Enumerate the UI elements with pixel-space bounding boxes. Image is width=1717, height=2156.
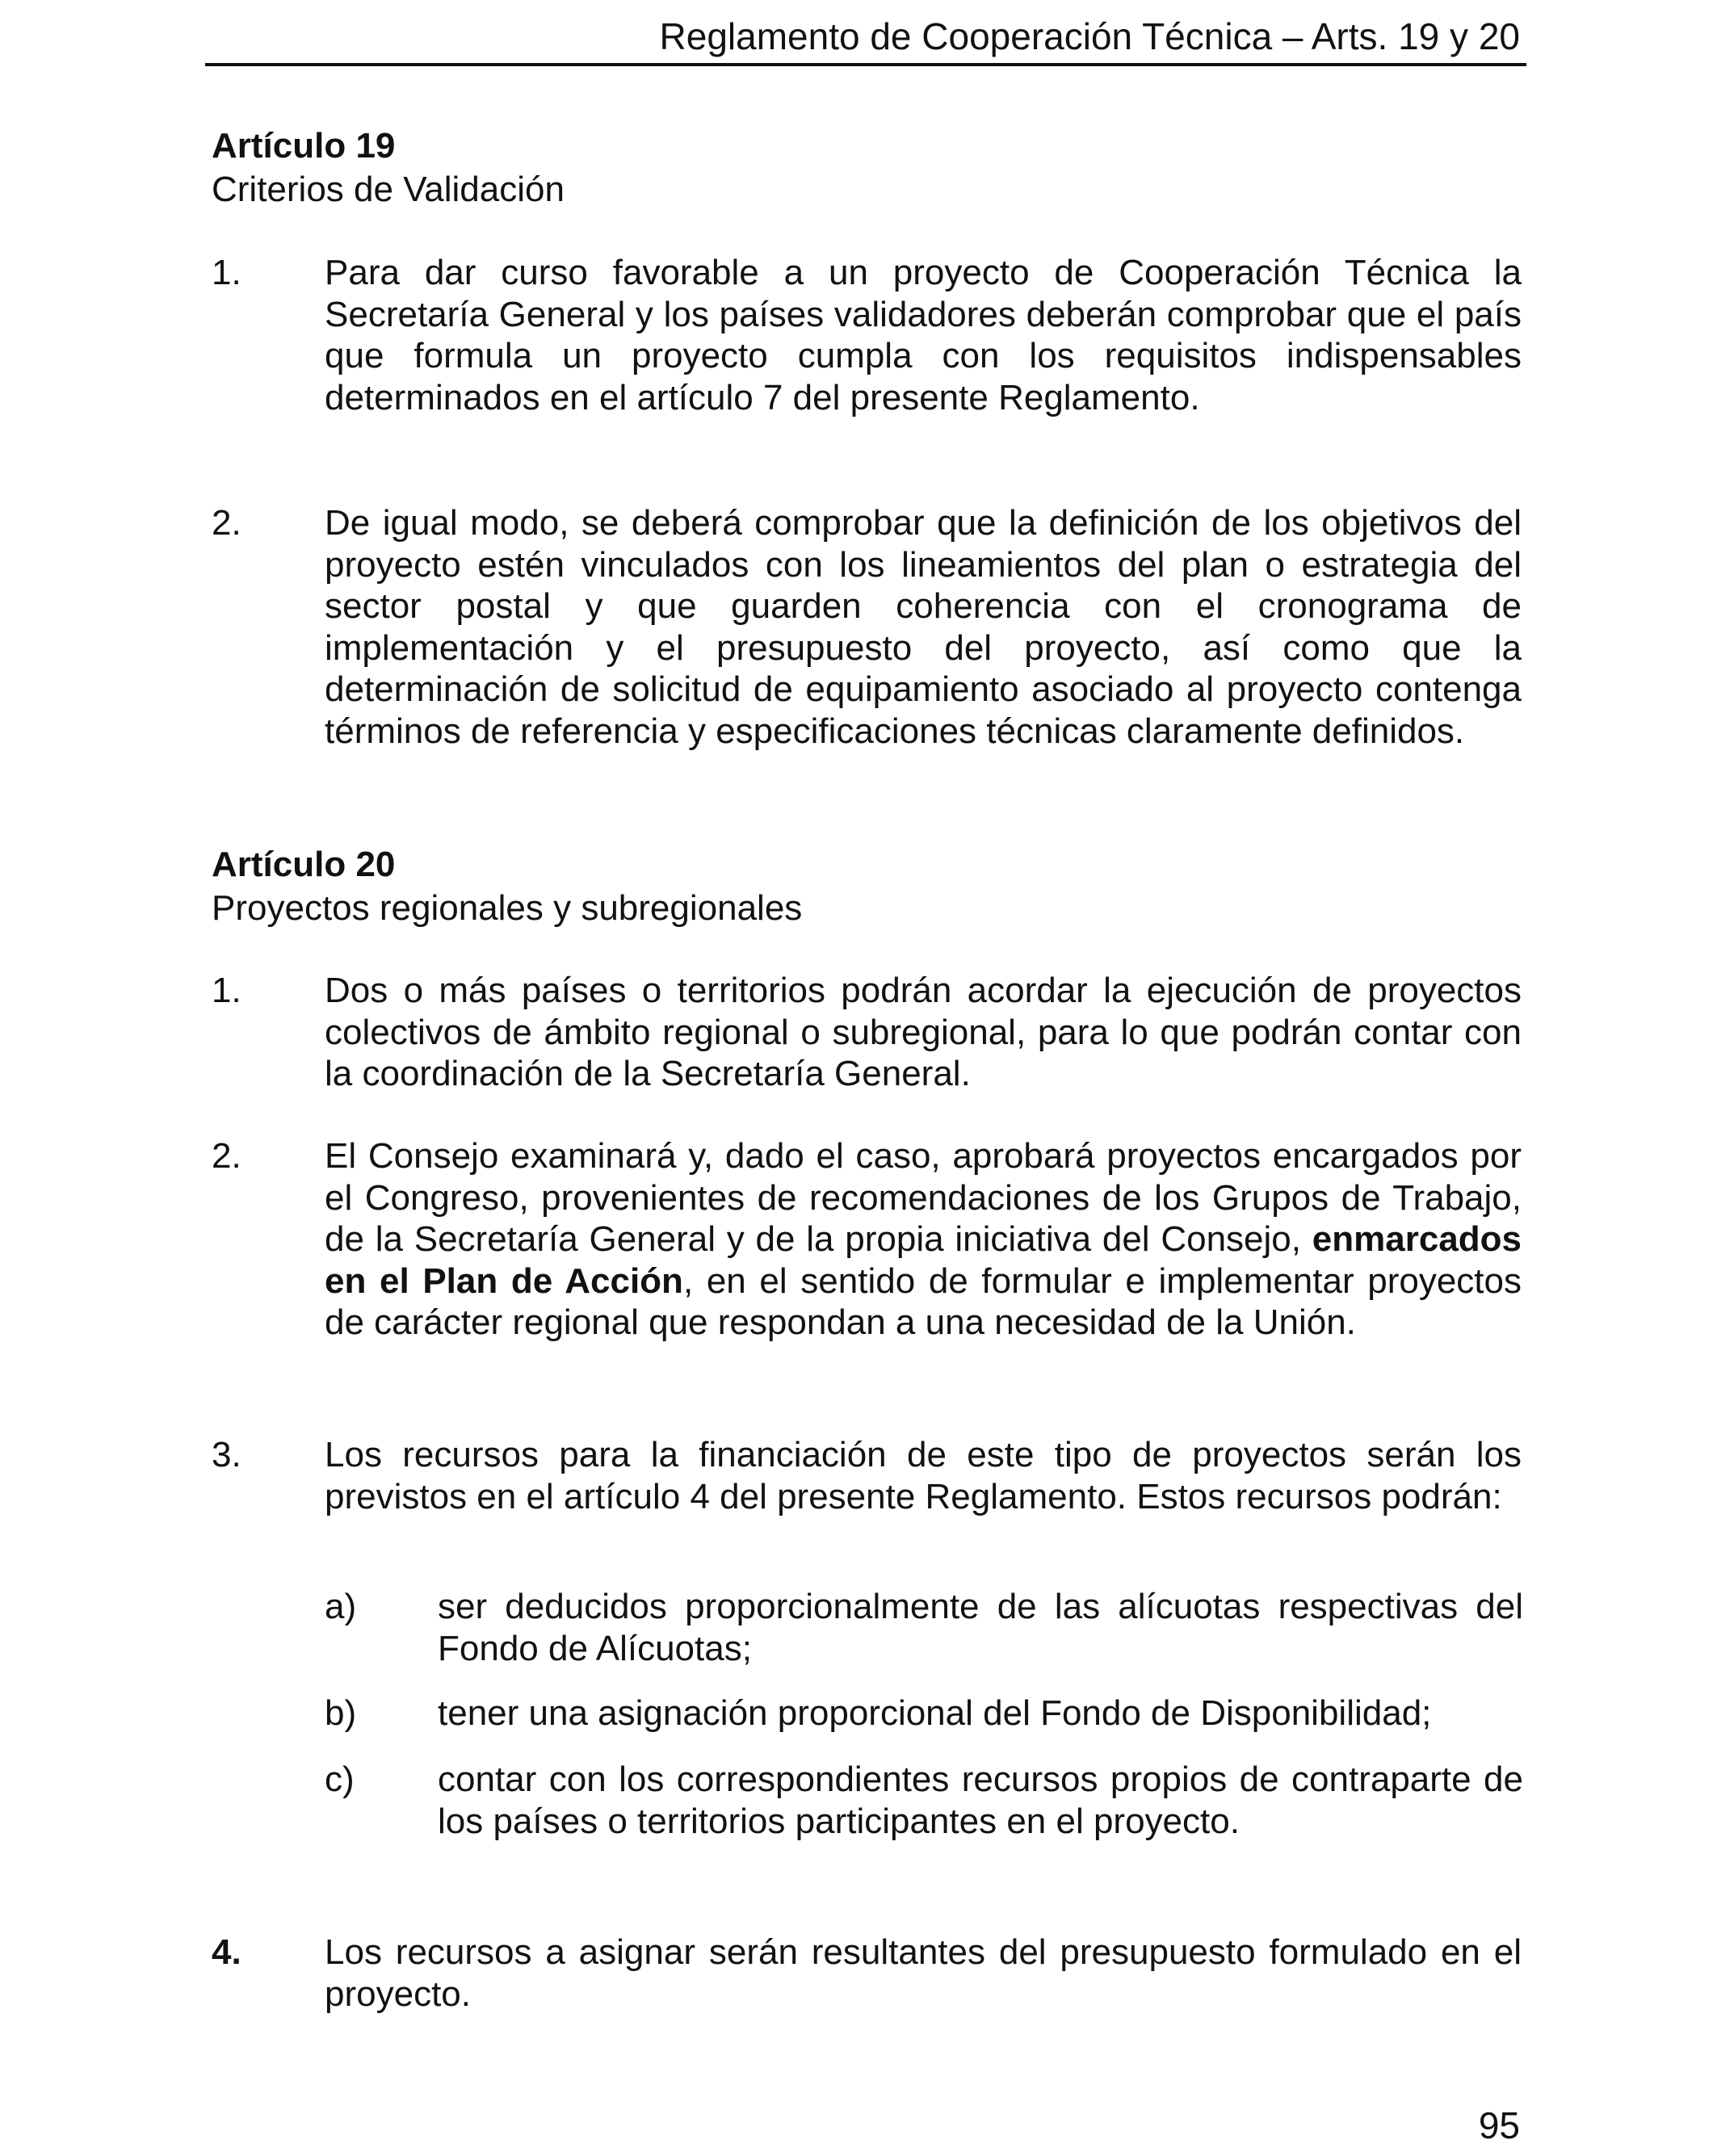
running-header: Reglamento de Cooperación Técnica – Arts. 19 y 20 bbox=[659, 15, 1520, 57]
article-19-subtitle: Criterios de Validación bbox=[212, 170, 565, 209]
item-text-part: El Consejo examinará y, dado el caso, aprobará proyectos encargados por el Congreso, provenientes de recomendaciones de los Grupos de Trabajo, de la Secretaría General y de la propia iniciativa del Consejo, bbox=[325, 1136, 1522, 1259]
article-19-heading bbox=[212, 124, 565, 212]
page-number: 95 bbox=[1478, 2104, 1520, 2146]
item-number: 4. bbox=[212, 1932, 241, 1972]
subitem-letter: c) bbox=[325, 1760, 355, 1799]
article-20-heading bbox=[212, 843, 802, 930]
subitem-letter: a) bbox=[325, 1587, 357, 1626]
item-text-bold: enmarcados en el Plan de Acción bbox=[325, 1219, 1522, 1301]
item-text bbox=[325, 1135, 1522, 1344]
article-20-subtitle: Proyectos regionales y subregionales bbox=[212, 888, 803, 928]
item-number: 1. bbox=[212, 253, 241, 292]
item-text: De igual modo, se deberá comprobar que la definición de los objetivos del proyecto estén vinculados con los lineamientos del plan o estrategia del sector postal y que guarden coherencia con el cronograma de implementación y el presupuesto del proyecto, así como que la determinación de solicitud de equipamiento asociado al proyecto contenga términos de referencia y especificaciones técnicas claramente definidos. bbox=[325, 503, 1522, 751]
subitem-text: tener una asignación proporcional del Fondo de Disponibilidad; bbox=[438, 1693, 1432, 1733]
subitem-text: ser deducidos proporcionalmente de las alícuotas respectivas del Fondo de Alícuotas; bbox=[438, 1587, 1523, 1668]
item-number: 1. bbox=[212, 971, 241, 1010]
item-number: 2. bbox=[212, 503, 241, 543]
subitem-text: contar con los correspondientes recursos propios de contraparte de los países o territorios participantes en el proyecto. bbox=[438, 1760, 1523, 1841]
item-number: 3. bbox=[212, 1435, 241, 1474]
header-rule bbox=[205, 63, 1526, 66]
item-text: Dos o más países o territorios podrán acordar la ejecución de proyectos colectivos de ámbito regional o subregional, para lo que podrán contar con la coordinación de la Secretaría General. bbox=[325, 971, 1522, 1093]
article-20-title: Artículo 20 bbox=[212, 845, 396, 884]
item-text: Para dar curso favorable a un proyecto de Cooperación Técnica la Secretaría General y los países validadores deberán comprobar que el país que formula un proyecto cumpla con los requisitos indispensables determinados en el artículo 7 del presente Reglamento. bbox=[325, 253, 1522, 417]
item-text-part: , en el sentido de formular e implementar proyectos de carácter regional que respondan a una necesidad de la Unión. bbox=[325, 1260, 1522, 1342]
item-number: 2. bbox=[212, 1136, 241, 1176]
subitem-letter: b) bbox=[325, 1693, 357, 1733]
item-text: Los recursos para la financiación de este tipo de proyectos serán los previstos en el artículo 4 del presente Reglamento. Estos recursos podrán: bbox=[325, 1435, 1522, 1516]
article-19-title: Artículo 19 bbox=[212, 126, 396, 166]
item-text: Los recursos a asignar serán resultantes del presupuesto formulado en el proyecto. bbox=[325, 1932, 1522, 2014]
